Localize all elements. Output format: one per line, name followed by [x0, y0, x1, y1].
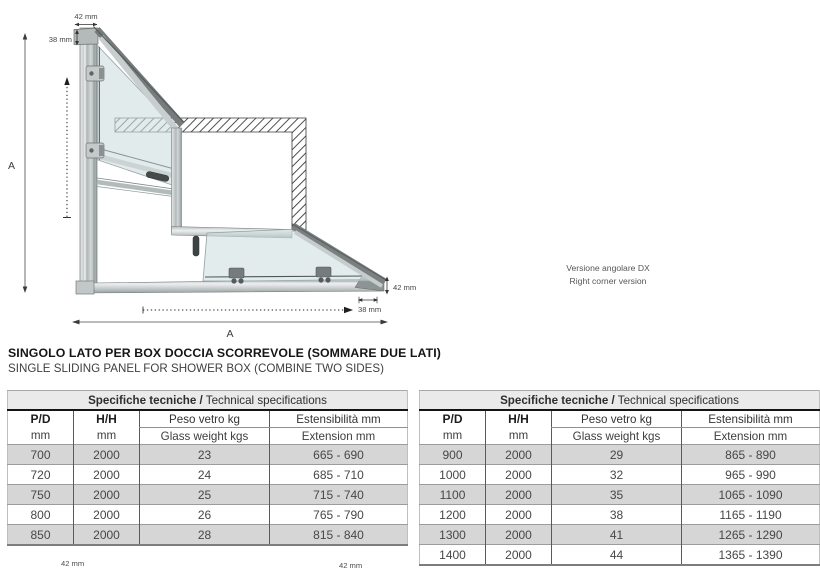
table-cell: 28 — [140, 525, 270, 546]
table-row — [8, 485, 408, 505]
section-heading — [8, 346, 528, 375]
table-cell: 24 — [140, 465, 270, 485]
dim-top-width — [74, 12, 97, 26]
table-cell: 720 — [8, 465, 74, 485]
table-cell: 900 — [420, 445, 486, 465]
table-cell: 2000 — [486, 465, 552, 485]
corner-vertical-profile — [172, 128, 182, 232]
table-cell: 1365 - 1390 — [682, 545, 820, 566]
table-row — [420, 545, 820, 566]
dim-right-profile-height — [385, 277, 416, 295]
wall-bracket — [86, 143, 104, 158]
table-cell: 1300 — [420, 525, 486, 545]
column-header-row-1 — [420, 410, 820, 428]
wall-bracket — [86, 66, 104, 81]
table-title: Specifiche tecniche / Technical specifications — [420, 391, 820, 411]
section-title-italian: SINGOLO LATO PER BOX DOCCIA SCORREVOLE (SOMMARE DUE LATI) — [8, 346, 441, 360]
svg-text:42 mm: 42 mm — [393, 283, 417, 292]
table-cell: 700 — [8, 445, 74, 465]
table-cell: 2000 — [74, 485, 140, 505]
spec-table-left — [7, 390, 408, 546]
svg-text:42 mm: 42 mm — [74, 12, 98, 21]
col-hh: H/H — [486, 410, 552, 428]
cropped-dim-label: 42 mm — [61, 559, 85, 568]
col-pd-unit: mm — [30, 429, 51, 443]
col-extension-en: Extension mm — [682, 428, 820, 445]
column-header-row-2 — [420, 428, 820, 445]
dim-height-A — [8, 33, 27, 293]
table-cell: 29 — [552, 445, 682, 465]
table-cell: 1165 - 1190 — [682, 505, 820, 525]
table-cell: 665 - 690 — [270, 445, 408, 465]
spec-table-right — [419, 390, 820, 566]
table-cell: 1065 - 1090 — [682, 485, 820, 505]
section-title-english: SINGLE SLIDING PANEL FOR SHOWER BOX (COMBINE TWO SIDES) — [8, 361, 384, 375]
table-cell: 815 - 840 — [270, 525, 408, 546]
svg-text:Versione angolare DX: Versione angolare DX — [566, 263, 650, 273]
version-caption — [566, 263, 650, 286]
table-row — [420, 445, 820, 465]
table-cell: 2000 — [486, 525, 552, 545]
col-glass-weight-it: Peso vetro kg — [140, 410, 270, 428]
table-cell: 965 - 990 — [682, 465, 820, 485]
table-cell: 1265 - 1290 — [682, 525, 820, 545]
column-header-row-2 — [8, 428, 408, 445]
table-cell: 1100 — [420, 485, 486, 505]
svg-text:A: A — [8, 160, 16, 172]
table-row — [420, 505, 820, 525]
table-cell: 685 - 710 — [270, 465, 408, 485]
table-cell: 32 — [552, 465, 682, 485]
table-cell: 2000 — [486, 485, 552, 505]
col-glass-weight-en: Glass weight kgs — [552, 428, 682, 445]
table-cell: 23 — [140, 445, 270, 465]
table-cell: 800 — [8, 505, 74, 525]
col-pd-unit: mm — [442, 429, 463, 443]
table-cell: 35 — [552, 485, 682, 505]
table-cell: 1000 — [420, 465, 486, 485]
dim-width-A — [72, 320, 388, 340]
table-row — [8, 525, 408, 546]
table-cell: 41 — [552, 525, 682, 545]
col-glass-weight-it: Peso vetro kg — [552, 410, 682, 428]
table-row — [420, 485, 820, 505]
col-extension-en: Extension mm — [270, 428, 408, 445]
column-header-row-1 — [8, 410, 408, 428]
table-row — [8, 465, 408, 485]
col-extension-it: Estensibilità mm — [682, 410, 820, 428]
table-cell: 2000 — [74, 525, 140, 546]
table-cell: 1400 — [420, 545, 486, 566]
col-extension-it: Estensibilità mm — [270, 410, 408, 428]
table-cell: 750 — [8, 485, 74, 505]
table-row — [8, 505, 408, 525]
table-title: Specifiche tecniche / Technical specifications — [8, 391, 408, 411]
table-cell: 850 — [8, 525, 74, 546]
table-cell: 2000 — [486, 445, 552, 465]
table-row — [420, 525, 820, 545]
table-title-row — [420, 391, 820, 411]
bottom-foot-block — [76, 281, 94, 294]
col-hh-unit: mm — [74, 428, 140, 445]
table-title-row — [8, 391, 408, 411]
table-cell: 2000 — [74, 445, 140, 465]
dim-dotted-vertical-arrow — [63, 77, 71, 218]
table-cell: 2000 — [486, 545, 552, 566]
table-row — [420, 465, 820, 485]
col-pd: P/D — [442, 412, 463, 427]
table-cell: 2000 — [486, 505, 552, 525]
dim-dotted-horizontal-arrow — [143, 307, 353, 314]
table-cell: 865 - 890 — [682, 445, 820, 465]
svg-text:A: A — [226, 328, 234, 340]
table-cell: 1200 — [420, 505, 486, 525]
table-cell: 26 — [140, 505, 270, 525]
col-glass-weight-en: Glass weight kgs — [140, 428, 270, 445]
table-cell: 2000 — [74, 465, 140, 485]
table-cell: 2000 — [74, 505, 140, 525]
table-row — [8, 445, 408, 465]
table-cell: 38 — [552, 505, 682, 525]
dim-right-extension — [358, 297, 381, 314]
table-cell: 25 — [140, 485, 270, 505]
cropped-dim-label: 42 mm — [339, 561, 363, 570]
table-cell: 765 - 790 — [270, 505, 408, 525]
table-cell: 44 — [552, 545, 682, 566]
table-cell: 715 - 740 — [270, 485, 408, 505]
svg-text:38 mm: 38 mm — [358, 305, 382, 314]
lower-door-handle — [193, 236, 199, 256]
table-body — [8, 445, 408, 546]
col-hh: H/H — [74, 410, 140, 428]
col-pd: P/D — [30, 412, 51, 427]
table-body — [420, 445, 820, 566]
svg-text:38 mm: 38 mm — [48, 35, 72, 44]
svg-text:Right corner version: Right corner version — [569, 276, 647, 286]
col-hh-unit: mm — [486, 428, 552, 445]
